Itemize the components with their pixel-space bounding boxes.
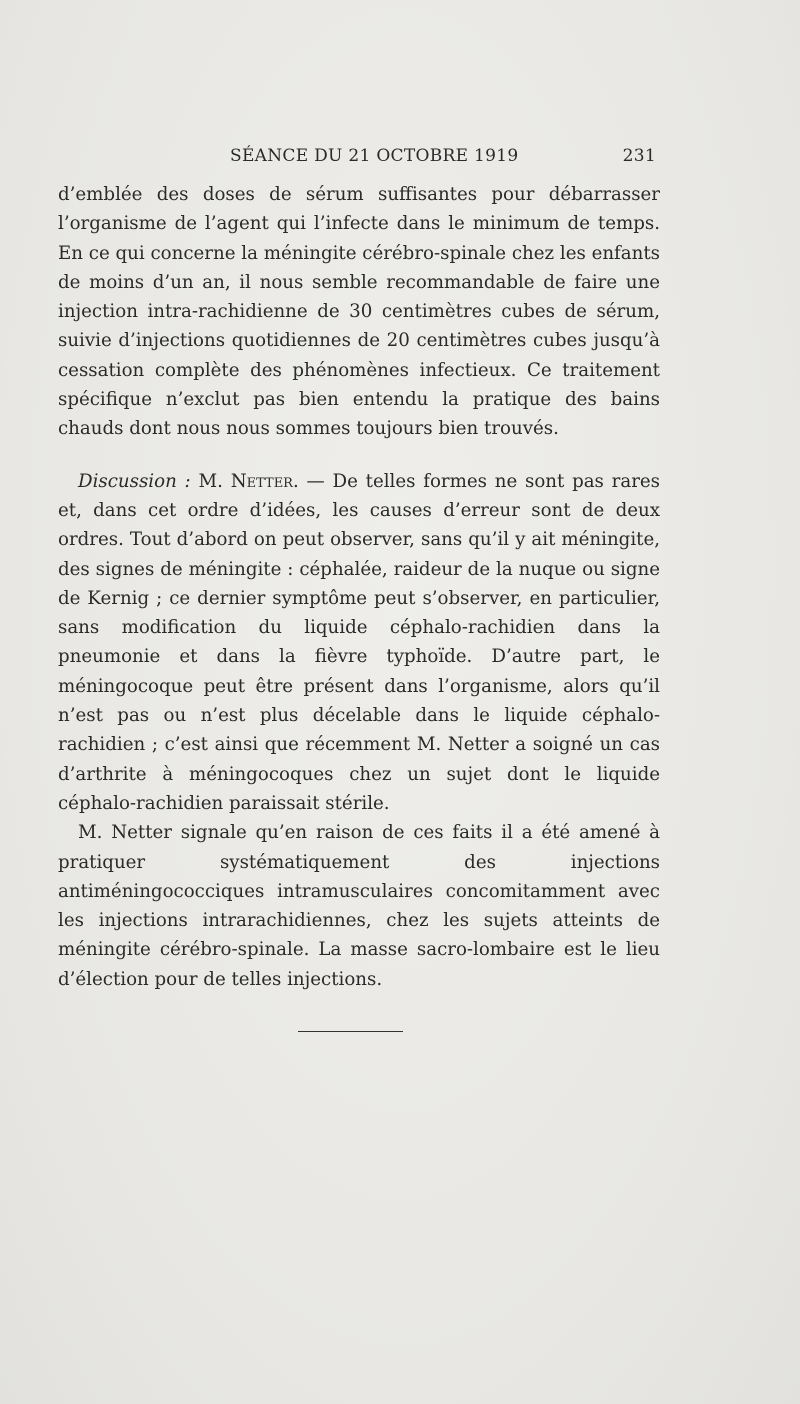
discussion-label: Discussion : bbox=[78, 470, 191, 492]
paragraph-netter-injections: M. Netter signale qu’en raison de ces faits il a été amené à pratiquer systématiquement des injections antiméningococciques intramusculaires concomitamment avec les injections intrarachidiennes, chez les sujets atteints de méningite cérébro-spinale. La masse sacro-lombaire est le lieu d’élection pour de telles injections. bbox=[58, 822, 660, 990]
speaker-name: Netter. bbox=[230, 470, 299, 492]
page-number: 231 bbox=[622, 146, 656, 166]
body-text bbox=[58, 180, 660, 994]
speaker-prefix: M. bbox=[198, 470, 223, 492]
discussion-paragraph bbox=[58, 467, 660, 819]
running-head-title: SÉANCE DU 21 OCTOBRE 1919 bbox=[230, 146, 519, 166]
section-end-rule bbox=[298, 1031, 403, 1032]
running-head bbox=[60, 146, 656, 170]
discussion-text: — De telles formes ne sont pas rares et, dans cet ordre d’idées, les causes d’erreur sont de deux ordres. Tout d’abord on peut observer, sans qu’il y ait méningite, des signes de méningite : céphalée, raideur de la nuque ou signe de Kernig ; ce dernier symptôme peut s’observer, en particulier, sans modification du liquide céphalo-rachidien dans la pneumonie et dans la fièvre typhoïde. D’autre part, le méningocoque peut être présent dans l’organisme, alors qu’il n’est pas ou n’est plus décelable dans le liquide céphalo-rachidien ; c’est ainsi que récemment M. Netter a soigné un cas d’arthrite à méningocoques chez un sujet dont le liquide céphalo-rachidien paraissait stérile. bbox=[58, 470, 660, 814]
paragraph-continued: d’emblée des doses de sérum suffisantes pour débarrasser l’organisme de l’agent qui l’infecte dans le minimum de temps. En ce qui concerne la méningite cérébro-spinale chez les enfants de moins d’un an, il nous semble recommandable de faire une injection intra-rachidienne de 30 centimètres cubes de sérum, suivie d’injections quotidiennes de 20 centimètres cubes jusqu’à cessation complète des phénomènes infectieux. Ce traitement spécifique n’exclut pas bien entendu la pratique des bains chauds dont nous nous sommes toujours bien trouvés. bbox=[58, 184, 660, 440]
